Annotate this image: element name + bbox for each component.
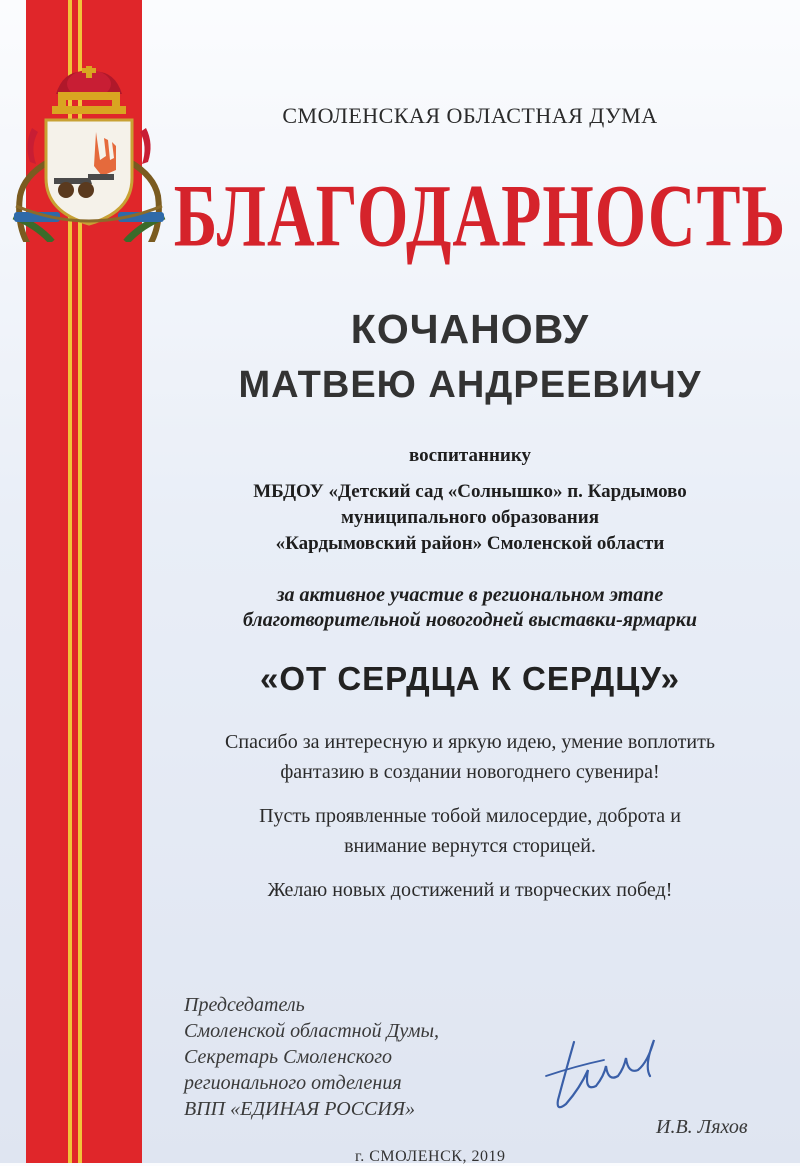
signer-title-line: Председатель: [184, 994, 305, 1016]
institution-line: «Кардымовский район» Смоленской области: [275, 533, 665, 554]
signer-title-line: ВПП «ЕДИНАЯ РОССИЯ»: [184, 1098, 415, 1120]
signer-title-line: Секретарь Смоленского: [184, 1046, 393, 1068]
recipient-name: МАТВЕЮ АНДРЕЕВИЧУ: [238, 364, 702, 406]
thanks-message: [150, 727, 790, 787]
institution-line: муниципального образования: [341, 507, 599, 528]
message-line: Спасибо за интересную и яркую идею, умение воплотить: [225, 731, 715, 753]
wish-message: [150, 801, 790, 861]
message-line: фантазию в создании новогоднего сувенира!: [280, 761, 660, 783]
handwritten-signature-icon: [536, 1030, 666, 1122]
message-line: внимание вернутся сторицей.: [344, 835, 596, 857]
recipient-surname: КОЧАНОВУ: [350, 306, 590, 352]
merit-text: [150, 583, 790, 633]
document-title: БЛАГОДАРНОСТЬ: [173, 167, 787, 266]
institution: [150, 479, 790, 557]
signer-title-line: Смоленской областной Думы,: [184, 1020, 440, 1042]
message-line: Желаю новых достижений и творческих побед!: [267, 879, 673, 901]
merit-line: за активное участие в региональном этапе: [276, 584, 664, 606]
institution-line: МБДОУ «Детский сад «Солнышко» п. Кардымово: [253, 481, 687, 502]
merit-line: благотворительной новогодней выставки-ярмарки: [242, 609, 698, 631]
signer-name: И.В. Ляхов: [656, 1116, 748, 1138]
place-and-year: г. СМОЛЕНСК, 2019: [355, 1148, 506, 1165]
recipient-role: воспитаннику: [408, 445, 532, 466]
event-name: «ОТ СЕРДЦА К СЕРДЦУ»: [259, 660, 681, 697]
signer-title: [184, 992, 439, 1122]
message-line: Пусть проявленные тобой милосердие, доброта и: [259, 805, 681, 827]
smolensk-coat-of-arms-icon: [8, 66, 170, 242]
organization-name: СМОЛЕНСКАЯ ОБЛАСТНАЯ ДУМА: [282, 103, 658, 128]
signer-title-line: регионального отделения: [184, 1072, 402, 1094]
closing-message: [150, 875, 790, 905]
